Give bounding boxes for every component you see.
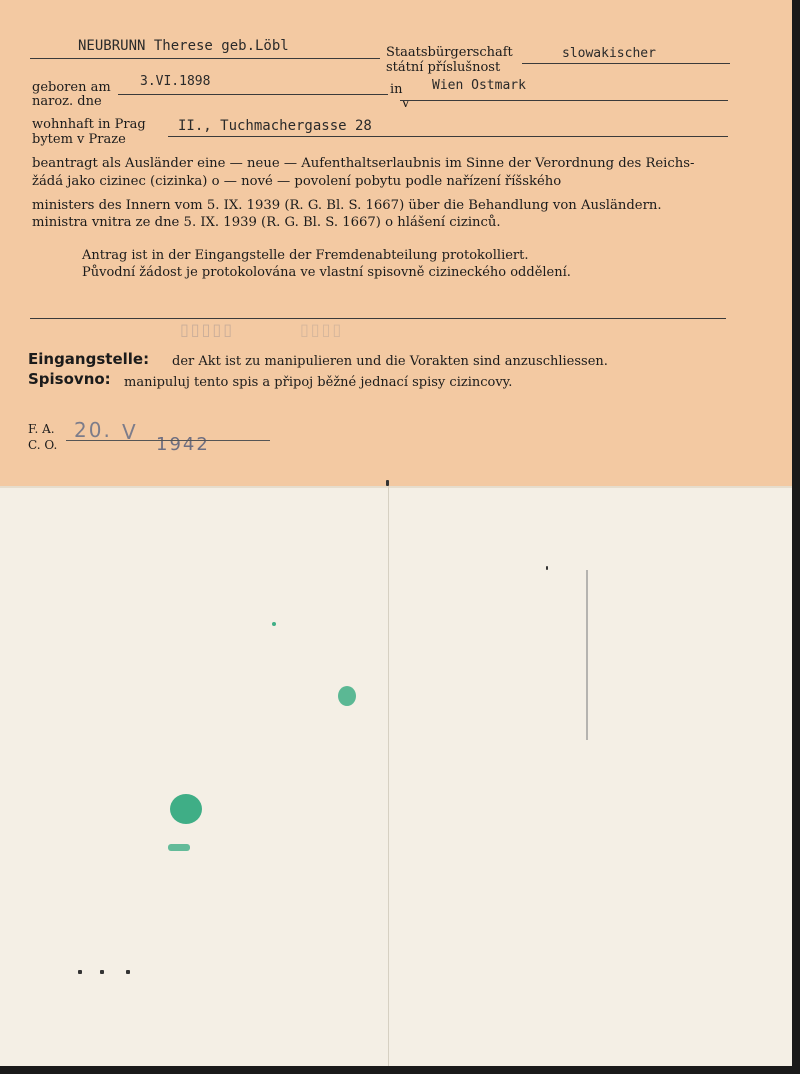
eingang-instruction: der Akt ist zu manipulieren und die Vorakten sind anzuschliessen. xyxy=(172,354,608,369)
green-ink-dot xyxy=(272,622,276,626)
co-label: C. O. xyxy=(28,438,58,452)
name-value: NEUBRUNN Therese geb.Löbl xyxy=(78,38,289,54)
paper-dot-4 xyxy=(386,480,389,486)
protocol-line-cs: Původní žádost je protokolována ve vlastní spisovně cizineckého oddělení. xyxy=(82,265,571,280)
birthplace-underline xyxy=(400,100,728,101)
born-underline xyxy=(118,94,388,95)
green-ink-blot xyxy=(170,794,202,824)
green-ink-smudge xyxy=(168,844,190,851)
spisovno-label: Spisovno: xyxy=(28,370,111,388)
residence-value: II., Tuchmachergasse 28 xyxy=(178,118,372,134)
card-edge xyxy=(0,486,792,488)
separator-line xyxy=(30,318,726,319)
green-ink-speck xyxy=(338,686,356,706)
fa-label: F. A. xyxy=(28,422,55,436)
citizenship-value: slowakischer xyxy=(562,46,656,61)
paper-scratch-mark xyxy=(586,570,588,740)
birthplace-value: Wien Ostmark xyxy=(432,78,526,93)
paper-fold-line xyxy=(388,486,389,1066)
paper-dot-5 xyxy=(546,566,548,570)
citizenship-underline xyxy=(522,63,730,64)
paper-dot-1 xyxy=(78,970,82,974)
citizenship-label-cs: státní příslušnost xyxy=(386,60,501,75)
in-label-cs: v xyxy=(402,96,410,111)
name-underline xyxy=(30,58,380,59)
faint-stamp-mark-2: ▯▯▯▯ xyxy=(300,320,344,339)
born-label-cs: naroz. dne xyxy=(32,94,102,109)
residence-label-cs: bytem v Praze xyxy=(32,132,126,147)
in-label-de: in xyxy=(390,82,403,97)
residence-label-de: wohnhaft in Prag xyxy=(32,117,146,132)
eingang-label: Eingangstelle: xyxy=(28,350,150,368)
protocol-line-de: Antrag ist in der Eingangstelle der Fremdenabteilung protokolliert. xyxy=(82,248,529,263)
declaration-line-2-cs: žádá jako cizinec (cizinka) o — nové — povolení pobytu podle nařízení říšského xyxy=(32,174,562,189)
declaration-line-4-cs: ministra vnitra ze dne 5. IX. 1939 (R. G. Bl. S. 1667) o hlášení cizinců. xyxy=(32,215,501,230)
date-stamp-year: 1942 xyxy=(156,434,210,455)
date-stamp-day: 20. xyxy=(74,418,112,442)
residence-underline xyxy=(168,136,728,137)
paper-dot-2 xyxy=(100,970,104,974)
born-date-value: 3.VI.1898 xyxy=(140,74,211,89)
citizenship-label-de: Staatsbürgerschaft xyxy=(386,45,513,60)
faint-stamp-mark: ▯▯▯▯▯ xyxy=(180,320,235,339)
declaration-line-3-de: ministers des Innern vom 5. IX. 1939 (R. G. Bl. S. 1667) über die Behandlung von Ausländern. xyxy=(32,198,662,213)
date-underline xyxy=(66,440,270,441)
born-label-de: geboren am xyxy=(32,80,111,95)
declaration-line-1-de: beantragt als Ausländer eine — neue — Aufenthaltserlaubnis im Sinne der Verordnung des Reichs- xyxy=(32,156,695,171)
paper-dot-3 xyxy=(126,970,130,974)
date-stamp-month: V xyxy=(122,420,138,444)
spisovno-instruction: manipuluj tento spis a připoj běžné jednací spisy cizincovy. xyxy=(124,375,513,390)
registration-card xyxy=(0,0,792,486)
